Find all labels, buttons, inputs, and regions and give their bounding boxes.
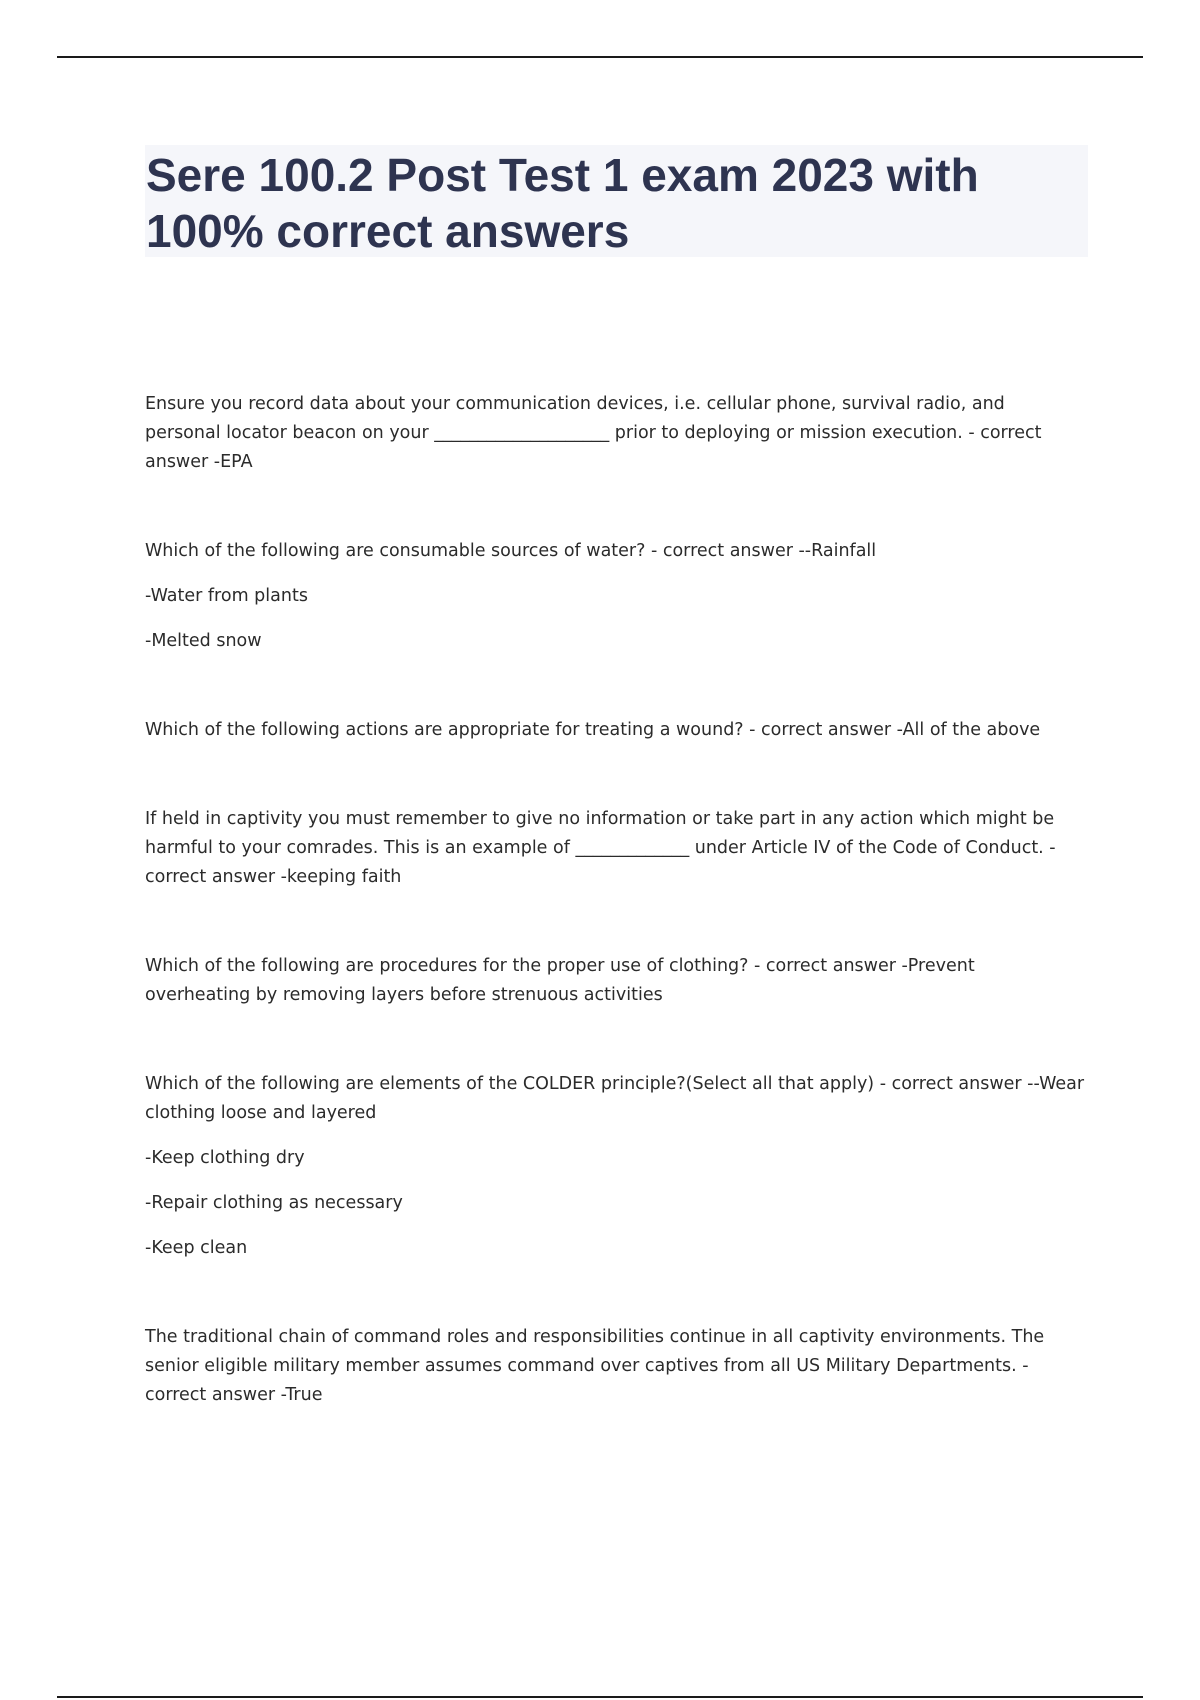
qa-line: Which of the following are elements of the COLDER principle?(Select all that apply) - correct answer --Wear clothing loose and layered [145, 1074, 1085, 1123]
qa-line: -Water from plants [145, 586, 308, 606]
qa-item [145, 390, 1085, 477]
qa-line: -Melted snow [145, 631, 262, 651]
bottom-rule [57, 1696, 1143, 1698]
qa-item [145, 1323, 1085, 1410]
qa-line: -Repair clothing as necessary [145, 1193, 403, 1213]
qa-item [145, 1070, 1085, 1263]
qa-item [145, 537, 1085, 656]
qa-line: Which of the following actions are appropriate for treating a wound? - correct answer -All of the above [145, 720, 1041, 740]
document-title: Sere 100.2 Post Test 1 exam 2023 with 100% correct answers [146, 149, 979, 257]
top-rule [57, 56, 1143, 58]
qa-line: If held in captivity you must remember to give no information or take part in any action which might be harmful to your comrades. This is an example of _____________ under Article IV of the Code of Conduct. - correct answer -keeping faith [145, 809, 1056, 887]
qa-list [145, 390, 1085, 1470]
qa-line: Which of the following are consumable sources of water? - correct answer --Rainfall [145, 541, 877, 561]
qa-line: The traditional chain of command roles and responsibilities continue in all captivity environments. The senior eligible military member assumes command over captives from all US Military Departments. - correct answer -True [145, 1327, 1045, 1405]
qa-line: -Keep clothing dry [145, 1148, 305, 1168]
qa-line: Which of the following are procedures for the proper use of clothing? - correct answer -Prevent overheating by removing layers before strenuous activities [145, 956, 975, 1005]
qa-item [145, 716, 1085, 745]
title-banner [145, 145, 1088, 257]
qa-item [145, 805, 1085, 892]
qa-item [145, 952, 1085, 1010]
qa-line: Ensure you record data about your communication devices, i.e. cellular phone, survival radio, and personal locator beacon on your ____________________ prior to deploying or mission execution. - correct answer -EPA [145, 394, 1042, 472]
qa-line: -Keep clean [145, 1238, 248, 1258]
